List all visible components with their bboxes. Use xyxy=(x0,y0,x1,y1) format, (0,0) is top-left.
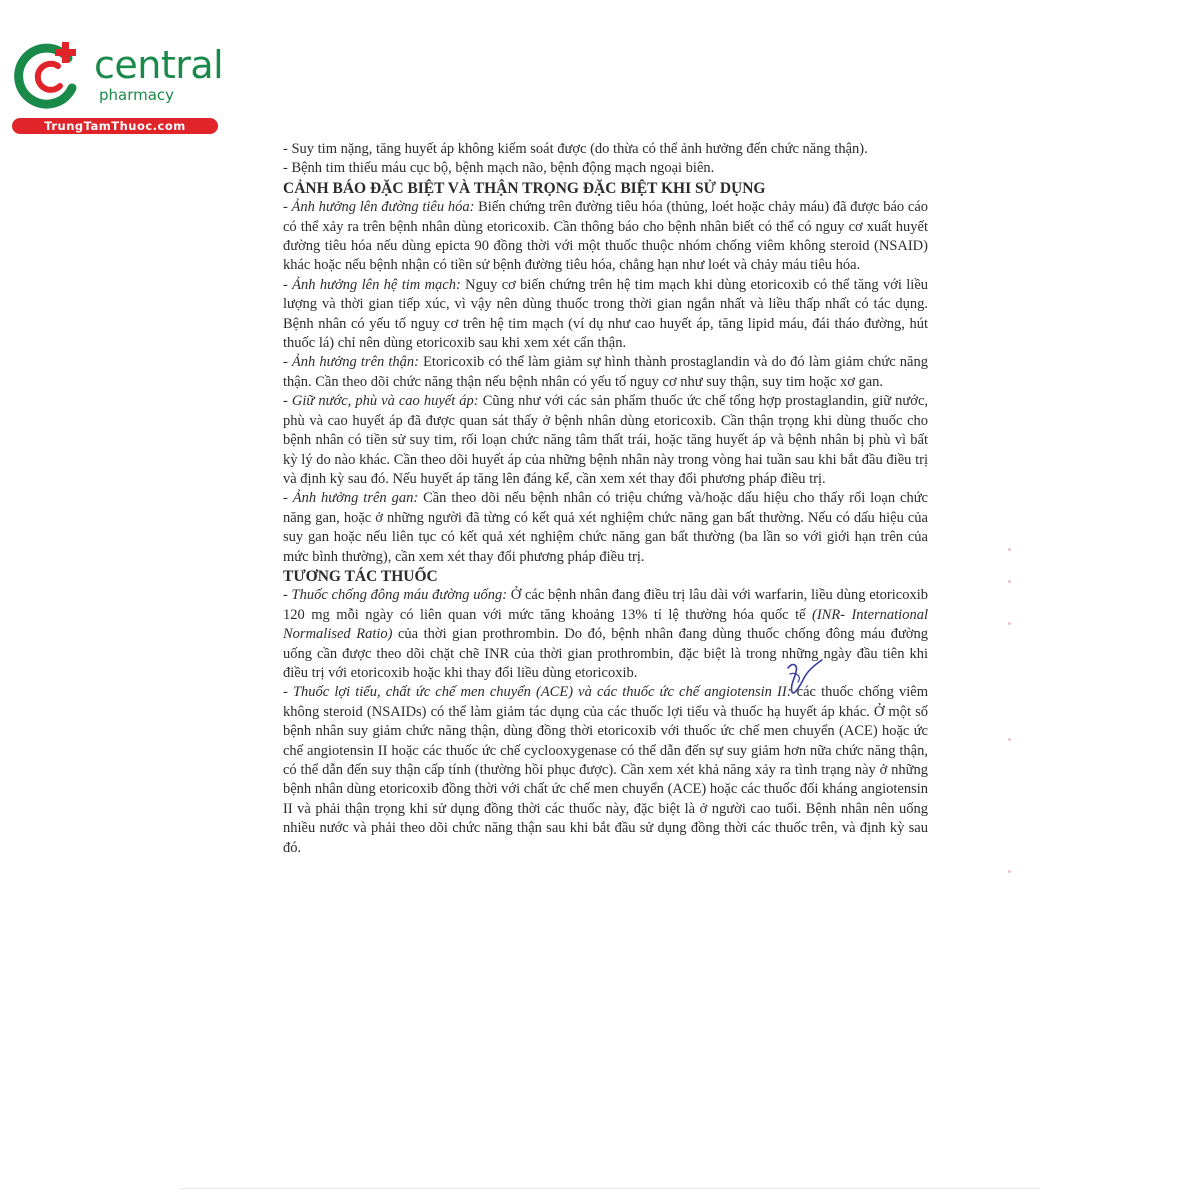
scan-speck xyxy=(1008,738,1011,741)
interactions-title: TƯƠNG TÁC THUỐC xyxy=(283,567,438,585)
warning-item xyxy=(283,276,928,354)
interaction-item xyxy=(283,683,928,858)
scan-speck xyxy=(1008,580,1011,583)
warning-label: - Ảnh hưởng trên gan: xyxy=(283,490,419,507)
contra-item: - Suy tim nặng, tăng huyết áp không kiểm soát được (do thừa có thể ảnh hưởng đến chức năng thận). xyxy=(283,141,868,157)
interaction-item xyxy=(283,586,928,683)
central-pharmacy-logo[interactable] xyxy=(10,36,224,136)
warning-text: Nguy cơ biến chứng trên hệ tim mạch khi dùng etoricoxib có thể tăng với liều lượng và thời gian tiếp xúc, vì vậy nên dùng thuốc trong thời gian ngắn nhất và liều thấp nhất có tác dụng. Bệnh nhân có yếu tố nguy cơ trên hệ tim mạch (ví dụ như cao huyết áp, tăng lipid máu, đái tháo đường, hút thuốc lá) chỉ nên dùng etoricoxib sau khi xem xét cẩn thận. xyxy=(283,276,929,352)
warning-text: Cũng như với các sản phẩm thuốc ức chế tổng hợp prostaglandin, giữ nước, phù và cao huyết áp đã được quan sát thấy ở bệnh nhân dùng etoricoxib. Cần thận trọng khi dùng thuốc cho bệnh nhân có tiền sử suy tim, rối loạn chức năng tâm thất trái, hoặc tăng huyết áp và bệnh nhân bị phù vì bất kỳ lý do nào khác. Cần theo dõi huyết áp của những bệnh nhân này trong vòng hai tuần sau khi bắt đầu điều trị và định kỳ sau đó. Nếu huyết áp tăng lên đáng kể, cần xem xét thay đổi phương pháp điều trị. xyxy=(283,393,929,487)
interaction-text: của thời gian prothrombin. Do đó, bệnh nhân đang dùng thuốc chống đông máu đường uống cần được theo dõi chặt chẽ INR của thời gian prothrombin, đặc biệt là trong những ngày đầu tiên khi điều trị với etoricoxib hoặc khi thay đổi liều dùng etoricoxib. xyxy=(283,626,928,681)
warning-label: - Ảnh hưởng trên thận: xyxy=(283,354,419,371)
signature-mark xyxy=(782,656,826,700)
warnings-title: CẢNH BÁO ĐẶC BIỆT VÀ THẬN TRỌNG ĐẶC BIỆT KHI SỬ DỤNG xyxy=(283,179,766,197)
warning-label: - Giữ nước, phù và cao huyết áp: xyxy=(283,393,479,410)
warning-item xyxy=(283,353,928,392)
warning-item xyxy=(283,198,928,276)
brand-name: central xyxy=(94,43,224,87)
scan-speck xyxy=(1008,622,1011,625)
interaction-label: - Thuốc chống đông máu đường uống: xyxy=(283,587,508,604)
document-body xyxy=(283,140,928,858)
interaction-label: - Thuốc lợi tiểu, chất ức chế men chuyển (ACE) và các thuốc ức chế angiotensin II: xyxy=(283,684,792,701)
brand-sub: pharmacy xyxy=(99,86,175,104)
scan-speck xyxy=(1008,548,1011,551)
inr-definition: (INR- International Normalised Ratio) xyxy=(283,606,928,643)
brand-url-link[interactable]: TrungTamThuoc.com xyxy=(12,118,218,134)
warning-item xyxy=(283,489,928,567)
warning-item xyxy=(283,392,928,489)
warning-label: - Ảnh hưởng lên hệ tim mạch: xyxy=(283,276,461,293)
warning-text: Etoricoxib có thể làm giảm sự hình thành prostaglandin và do đó làm giảm chức năng thận. Cần theo dõi chức năng thận nếu bệnh nhân có yếu tố nguy cơ như suy thận, suy tim hoặc xơ gan. xyxy=(283,354,928,390)
interaction-text: Ở các bệnh nhân đang điều trị lâu dài với warfarin, liều dùng etoricoxib 120 mg mỗi ngày có liên quan với mức tăng khoảng 13% tỉ lệ thường hóa quốc tế xyxy=(283,587,929,623)
warning-label: - Ảnh hưởng lên đường tiêu hóa: xyxy=(283,199,475,216)
interaction-text: các thuốc chống viêm không steroid (NSAIDs) có thể làm giảm tác dụng của các thuốc lợi tiểu và thuốc hạ huyết áp khác. Ở một số bệnh nhân suy giảm chức năng thận, dùng đồng thời etoricoxib với thuốc ức chế men chuyển (ACE) hoặc ức chế angiotensin II hoặc các thuốc ức chế cyclooxygenase có thể dẫn đến sự suy giảm hơn nữa chức năng thận, có thể dẫn đến suy thận cấp tính (thường hồi phục được). Cần xem xét khả năng xảy ra tình trạng này ở những bệnh nhân dùng etoricoxib đồng thời với chất ức chế men chuyển (ACE) hoặc các thuốc đối kháng angiotensin II và phải thận trọng khi sử dụng đồng thời các thuốc này, đặc biệt là ở người cao tuổi. Bệnh nhân nên uống nhiều nước và phải theo dõi chức năng thận sau khi bắt đầu sử dụng đồng thời các thuốc trên, và định kỳ sau đó. xyxy=(283,684,928,856)
contra-item: - Bệnh tim thiếu máu cục bộ, bệnh mạch não, bệnh động mạch ngoại biên. xyxy=(283,160,715,177)
scan-speck xyxy=(1008,870,1011,873)
plus-c-logo-icon xyxy=(10,36,90,116)
warning-text: Biến chứng trên đường tiêu hóa (thủng, loét hoặc chảy máu) đã được báo cáo có thể xảy ra trên bệnh nhân dùng etoricoxib. Cần thông báo cho bệnh nhân biết có thể có nguy cơ xuất huyết đường tiêu hóa nếu dùng epicta 90 đồng thời với một thuốc thuộc nhóm chống viêm không steroid (NSAID) khác hoặc nếu bệnh nhận có tiền sử bệnh đường tiêu hóa, chẳng hạn như loét và chảy máu tiêu hóa. xyxy=(283,199,929,274)
page-edge-line xyxy=(180,1188,1040,1189)
warning-text: Cần theo dõi nếu bệnh nhân có triệu chứng và/hoặc dấu hiệu cho thấy rối loạn chức năng gan, hoặc ở những người đã từng có kết quả xét nghiệm chức năng gan bất thường. Nếu có dấu hiệu của suy gan hoặc nếu liên tục có kết quả xét nghiệm chức năng gan bất thường (ba lần so với giới hạn trên của mức bình thường), cần xem xét thay đổi phương pháp điều trị. xyxy=(283,490,928,565)
